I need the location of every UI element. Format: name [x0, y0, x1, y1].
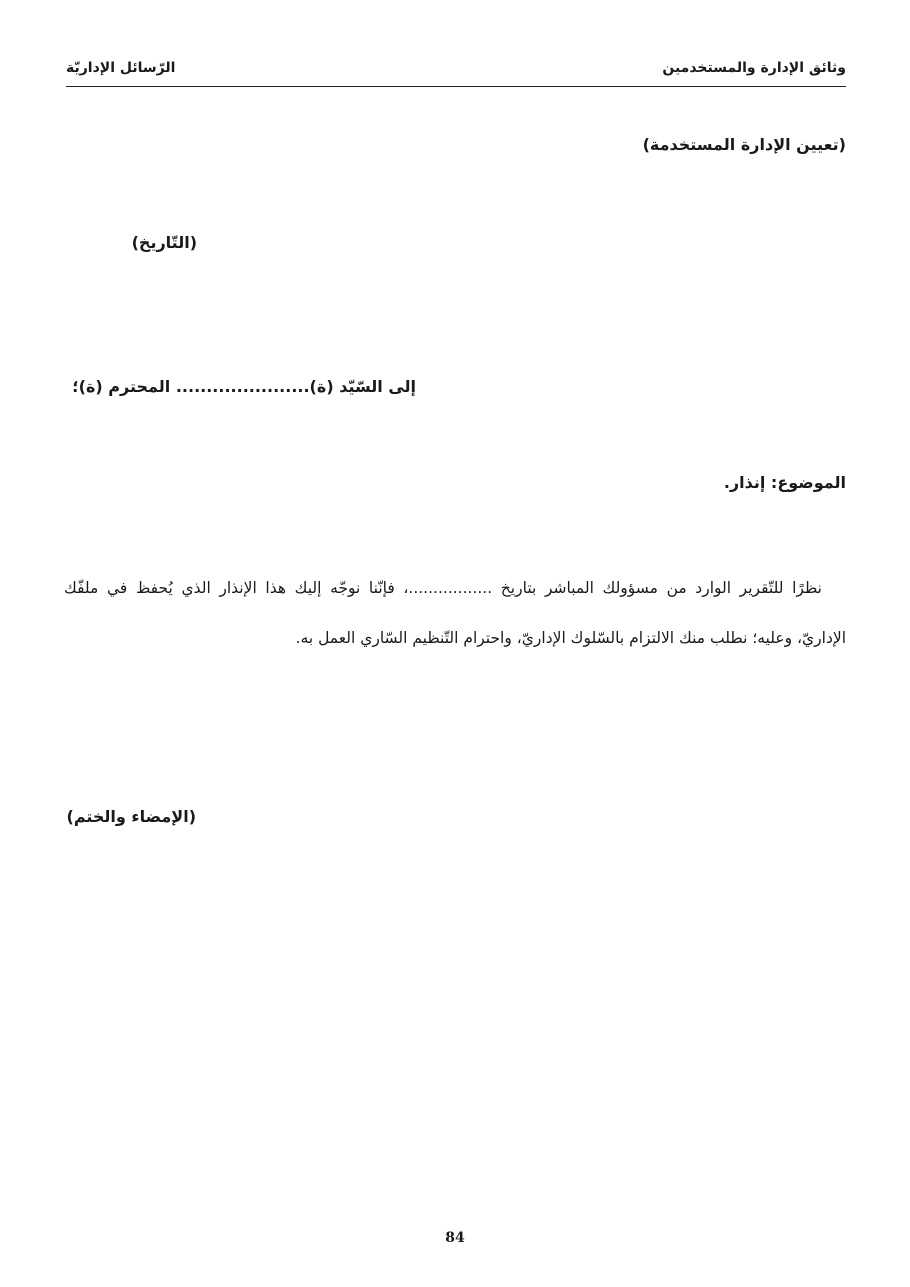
header-section-title: وثائق الإدارة والمستخدمين [662, 60, 846, 76]
letter-subject: الموضوع: إنذار. [723, 473, 846, 492]
header-chapter-title: الرّسائل الإداريّة [66, 60, 176, 76]
running-header [66, 58, 846, 87]
letter-signature: (الإمضاء والختم) [66, 807, 196, 826]
page-number: 84 [445, 1230, 465, 1246]
letter-body [64, 563, 846, 663]
letter-sender: (تعيين الإدارة المستخدمة) [642, 135, 846, 154]
letter-date: (التّاريخ) [131, 233, 197, 252]
letter-recipient: إلى السّيّد (ة)...................... المحترم (ة)؛ [72, 377, 416, 396]
letter-body-line-1: نظرًا للتّقرير الوارد من مسؤولك المباشر بتاريخ .................، فإنّنا نوجّه إليك هذا الإنذار الذي يُحفظ في ملفّك [64, 579, 822, 597]
letter-body-line-2: الإداريّ، وعليه؛ نطلب منك الالتزام بالسّلوك الإداريّ، واحترام التّنظيم السّاري العمل به. [295, 629, 846, 647]
